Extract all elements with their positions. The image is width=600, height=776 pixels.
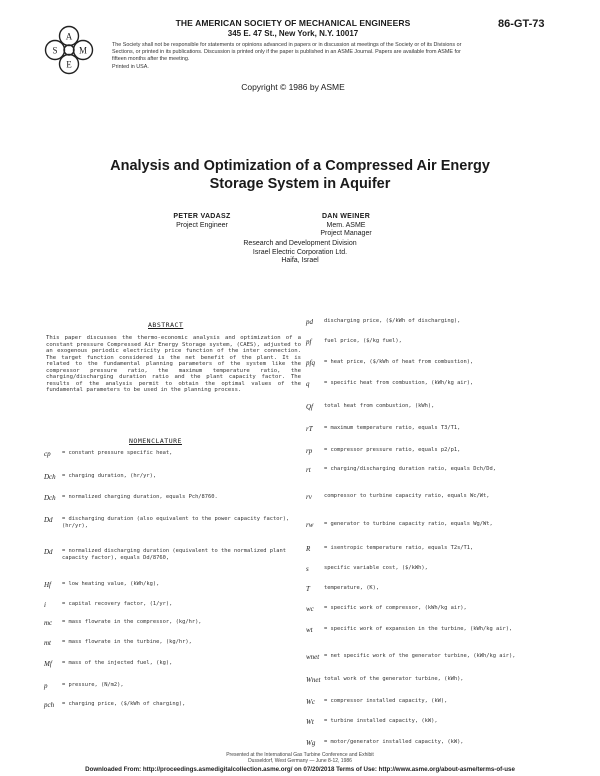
organization-name: THE AMERICAN SOCIETY OF MECHANICAL ENGINEERS [175,18,411,28]
nomenclature-symbol: T [306,585,310,593]
nomenclature-symbol: Hf [44,581,51,589]
nomenclature-definition: = specific heat from combustion, (kWh/kg air), [324,380,474,386]
nomenclature-definition: = mass flowrate in the compressor, (kg/hr), [62,619,202,625]
abstract-text: This paper discusses the thermo-economic analysis and optimization of a constant pressure Compressed Air Energy Storage system, (CAES), adjusted to an exogenous periodic electricity price function of the inter connection. The target function considered is the net benefit of the plant. It is related to the fundamental planning parameters of the system like the compressor pressure ratio, the maximum temperature ratio, the charging/discharging duration ratio and the plant capacity factor. The results of the analysis permit to obtain the optimal values of the fundamental parameters to be used in the planning process. [46,335,301,393]
logo-letter-m: M [78,45,88,56]
nomenclature-symbol: pch [44,701,55,709]
affiliation-line-3: Haifa, Israel [281,257,319,265]
organization-address: 345 E. 47 St., New York, N.Y. 10017 [227,29,359,38]
nomenclature-symbol: Qf [306,403,313,411]
nomenclature-symbol: rv [306,493,312,501]
printed-in-text: Printed in USA. [112,63,149,70]
nomenclature-definition: = compressor pressure ratio, equals p2/p1, [324,447,461,453]
nomenclature-symbol: Wg [306,739,316,747]
nomenclature-symbol: rT [306,425,313,433]
nomenclature-symbol: i [44,601,46,609]
nomenclature-definition: = capital recovery factor, (1/yr), [62,601,173,607]
nomenclature-definition: = compressor installed capacity, (kW), [324,698,448,704]
nomenclature-definition: = discharging duration (also equivalent to the power capacity factor), (hr/yr), [62,516,290,530]
nomenclature-definition: = generator to turbine capacity ratio, equals Wg/Wt, [324,521,493,527]
nomenclature-definition: = isentropic temperature ratio, equals T2s/T1, [324,545,474,551]
nomenclature-definition: = charging price, ($/kWh of charging), [62,701,186,707]
author-2 [306,213,386,239]
nomenclature-definition: = heat price, ($/kWh of heat from combustion), [324,359,474,365]
nomenclature-definition: fuel price, ($/kg fuel), [324,338,402,344]
nomenclature-definition: temperature, (K), [324,585,380,591]
nomenclature-definition: = normalized charging duration, equals Pch/8760. [62,494,218,500]
nomenclature-symbol: s [306,565,309,573]
nomenclature-definition: = mass flowrate in the turbine, (kg/hr), [62,639,192,645]
logo-letter-s: S [52,45,58,56]
title-line-2: Storage System in Aquifer [209,176,391,192]
conference-note [190,752,410,764]
download-terms-note: Downloaded From: http://proceedings.asmedigitalcollection.asme.org/ on 07/20/2018 Terms of Use: http://www.asme.org/about-asme/terms-of-use [85,766,515,773]
affiliation [200,240,400,266]
nomenclature-symbol: wc [306,605,314,613]
nomenclature-symbol: q [306,380,310,388]
nomenclature-definition: = net specific work of the generator turbine, (kWh/kg air), [324,653,516,659]
nomenclature-symbol: Mf [44,660,52,668]
nomenclature-definition: = maximum temperature ratio, equals T3/T1, [324,425,461,431]
nomenclature-left-column [44,450,304,750]
nomenclature-definition: = pressure, (N/m2), [62,682,124,688]
nomenclature-symbol: pf [306,338,312,346]
asme-logo-icon [43,24,95,76]
nomenclature-definition: specific variable cost, ($/kWh), [324,565,428,571]
nomenclature-definition: = turbine installed capacity, (kW), [324,718,438,724]
nomenclature-symbol: wnet [306,653,320,661]
nomenclature-definition: = constant pressure specific heat, [62,450,173,456]
nomenclature-definition: discharging price, ($/kWh of discharging), [324,318,461,324]
nomenclature-definition: = normalized discharging duration (equivalent to the normalized plant capacity factor), equals Dd/8760, [62,548,286,562]
nomenclature-symbol: mc [44,619,53,627]
nomenclature-symbol: Wc [306,698,315,706]
nomenclature-definition: = specific work of expansion in the turbine, (kWh/kg air), [324,626,513,632]
nomenclature-symbol: Dd [44,548,53,556]
nomenclature-symbol: pfq [306,359,315,367]
nomenclature-symbol: Wnet [306,676,321,684]
title-line-1: Analysis and Optimization of a Compressed Air Energy [110,158,490,174]
abstract-heading: ABSTRACT [148,321,184,329]
nomenclature-definition: = charging/discharging duration ratio, equals Dch/Dd, [324,466,497,472]
disclaimer-text: The Society shall not be responsible for statements or opinions advanced in papers or in discussion at meetings of the Society or of its Divisions or Sections, or printed in its publications. Discussion is printed only if the paper is published in an ASME Journal. Papers are available from ASME for fifteen months after the meeting. Printed in USA. [112,42,462,70]
conference-note-line-2: Dusseldorf, West Germany — June 8-12, 1986 [248,758,352,764]
conference-note-line-1: Presented at the International Gas Turbine Conference and Exhibit [226,752,374,758]
author-2-name: DAN WEINER [321,213,371,220]
nomenclature-symbol: Dch [44,473,56,481]
paper-number: 86-GT-73 [498,18,545,30]
nomenclature-heading: NOMENCLATURE [129,437,182,445]
author-1-name: PETER VADASZ [173,213,231,220]
author-2-role-2: Project Manager [320,230,372,238]
nomenclature-right-column [306,318,568,750]
nomenclature-definition: = low heating value, (kWh/kg), [62,581,160,587]
affiliation-line-1: Research and Development Division [243,240,357,247]
nomenclature-symbol: cp [44,450,51,458]
nomenclature-definition: = mass of the injected fuel, (kg), [62,660,173,666]
nomenclature-definition: = charging duration, (hr/yr), [62,473,157,479]
logo-letter-a: A [65,31,73,42]
author-1 [162,213,242,230]
nomenclature-symbol: wt [306,626,313,634]
author-2-role-1: Mem. ASME [326,221,366,229]
nomenclature-symbol: rw [306,521,314,529]
nomenclature-symbol: rp [306,447,313,455]
nomenclature-definition: total work of the generator turbine, (kWh), [324,676,464,682]
nomenclature-symbol: mt [44,639,51,647]
nomenclature-symbol: Dd [44,516,53,524]
nomenclature-symbol: rt [306,466,311,474]
nomenclature-definition: compressor to turbine capacity ratio, equals Wc/Wt, [324,493,490,499]
nomenclature-symbol: pd [306,318,313,326]
copyright-notice: Copyright © 1986 by ASME [241,82,345,92]
nomenclature-symbol: R [306,545,311,553]
nomenclature-definition: = motor/generator installed capacity, (kW), [324,739,464,745]
nomenclature-symbol: Wt [306,718,314,726]
nomenclature-definition: = specific work of compressor, (kWh/kg air), [324,605,467,611]
affiliation-line-2: Israel Electric Corporation Ltd. [252,248,348,256]
paper-title [85,157,515,193]
nomenclature-symbol: p [44,682,48,690]
nomenclature-definition: total heat from combustion, (kWh), [324,403,435,409]
logo-letter-e: E [66,59,72,70]
nomenclature-symbol: Dch [44,494,56,502]
author-1-role: Project Engineer [176,221,228,229]
